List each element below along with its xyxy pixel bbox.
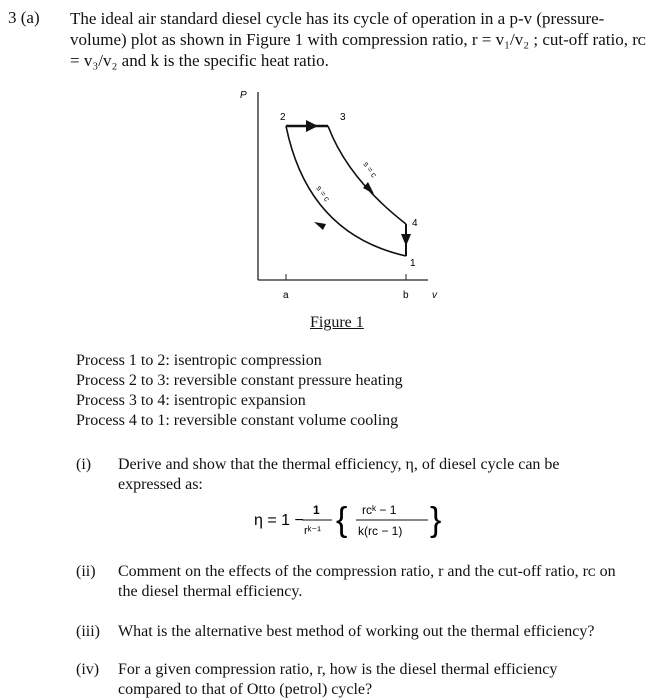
subquestion-line: Derive and show that the thermal efficiency, η, of diesel cycle can be xyxy=(118,456,560,473)
x-tick-b: b xyxy=(403,290,409,301)
subquestion-text xyxy=(118,660,658,700)
formula-lhs: η = 1 − xyxy=(254,512,304,529)
arrow-4-1 xyxy=(401,234,411,246)
subquestion-number: (i) xyxy=(76,456,92,473)
subquestion-line: What is the alternative best method of working out the thermal efficiency? xyxy=(118,623,595,640)
subquestion-line: For a given compression ratio, r, how is the diesel thermal efficiency xyxy=(118,661,558,678)
process-1-2 xyxy=(286,126,406,256)
arrow-2-3 xyxy=(306,120,318,132)
process-item: Process 4 to 1: reversible constant volume cooling xyxy=(76,412,399,429)
process-list xyxy=(76,351,403,431)
formula-frac2-num: rᴄᵏ − 1 xyxy=(362,503,397,517)
intro-line: = v₃/v₂ and k is the specific heat ratio. xyxy=(70,51,329,70)
process-item: Process 1 to 2: isentropic compression xyxy=(76,352,322,369)
formula-frac1-num: 1 xyxy=(313,503,320,517)
subquestion-text xyxy=(118,562,658,602)
arrow-3-4 xyxy=(363,182,374,194)
process-item: Process 2 to 3: reversible constant pressure heating xyxy=(76,372,403,389)
process-item: Process 3 to 4: isentropic expansion xyxy=(76,392,306,409)
intro-line: The ideal air standard diesel cycle has its cycle of operation in a p-v (pressure- xyxy=(70,9,605,28)
subquestion-line: the diesel thermal efficiency. xyxy=(118,583,303,600)
efficiency-formula xyxy=(250,497,450,543)
question-intro xyxy=(70,8,655,71)
subquestion-line: expressed as: xyxy=(118,476,203,493)
point-label-2: 2 xyxy=(280,112,286,123)
process-3-4 xyxy=(328,126,406,224)
formula-brace-left: { xyxy=(336,501,348,539)
formula-brace-right: } xyxy=(430,501,442,539)
x-axis-label: v xyxy=(432,290,437,301)
subquestion-number: (iv) xyxy=(76,661,100,678)
y-axis-label: P xyxy=(240,90,247,101)
arrow-1-2 xyxy=(314,222,326,230)
curve-label-expansion: s = c xyxy=(361,159,379,180)
subquestion-text xyxy=(118,622,658,642)
point-label-4: 4 xyxy=(412,218,418,229)
subquestion-line: Comment on the effects of the compression ratio, r and the cut-off ratio, rᴄ on xyxy=(118,563,616,580)
subquestion-text xyxy=(118,455,658,495)
figure-caption: Figure 1 xyxy=(310,314,364,331)
intro-line: volume) plot as shown in Figure 1 with compression ratio, r = v₁/v₂ ; cut-off ratio, rᴄ xyxy=(70,30,646,49)
formula-frac1-den: rᵏ⁻¹ xyxy=(304,525,321,537)
subquestion-number: (ii) xyxy=(76,563,96,580)
curve-label-compression: s = c xyxy=(314,183,332,204)
question-number: 3 (a) xyxy=(8,8,40,27)
subquestion-line: compared to that of Otto (petrol) cycle? xyxy=(118,681,373,698)
formula-frac2-den: k(rᴄ − 1) xyxy=(358,524,403,538)
point-label-1: 1 xyxy=(410,258,416,269)
subquestion-number: (iii) xyxy=(76,623,100,640)
x-tick-a: a xyxy=(283,290,289,301)
pv-diagram xyxy=(228,84,458,314)
point-label-3: 3 xyxy=(340,112,346,123)
